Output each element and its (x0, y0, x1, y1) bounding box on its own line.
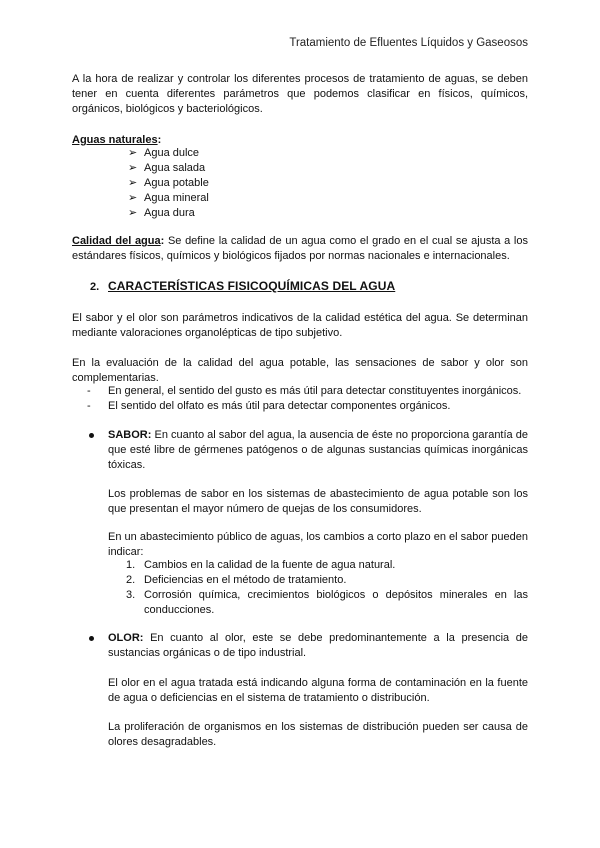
olor-paragraph-3: La proliferación de organismos en los sistemas de distribución pueden ser causa de olores desagradables. (108, 721, 528, 748)
natural-waters-colon: : (157, 134, 162, 146)
quality-colon: : (160, 235, 165, 247)
sabor-paragraph-2: Los problemas de sabor en los sistemas de abastecimiento de agua potable son los que presentan el mayor número de quejas de los consumidores. (108, 488, 528, 515)
dash-bullet: - (87, 400, 91, 412)
natural-waters-list (128, 146, 209, 221)
list-item (128, 206, 209, 221)
list-item (126, 573, 528, 588)
arrow-bullet-icon: ➢ (128, 162, 138, 174)
arrow-bullet-icon: ➢ (128, 147, 138, 159)
list-item-text: Agua salada (144, 162, 206, 174)
list-item-text: Agua dulce (144, 147, 200, 159)
olor-text: En cuanto al olor, este se debe predominantemente a la presencia de sustancias orgánicas o de tipo industrial. (108, 632, 528, 659)
list-item-text: Agua dura (144, 207, 195, 219)
list-item (126, 558, 528, 573)
intro-paragraph: A la hora de realizar y controlar los diferentes procesos de tratamiento de aguas, se deben tener en cuenta diferentes parámetros que podemos clasificar en físicos, químicos, orgánicos, biológicos y bacteriológicos. (72, 73, 528, 115)
list-item-text: El sentido del olfato es más útil para detectar componentes orgánicos. (108, 400, 451, 412)
list-number: 3. (126, 589, 136, 601)
quality-text: Se define la calidad de un agua como el grado en el cual se ajusta a los estándares físicos, químicos y biológicos fijados por normas nacionales e internacionales. (72, 235, 528, 262)
quality-paragraph (72, 234, 528, 264)
list-item (126, 588, 528, 618)
list-item-text: Agua mineral (144, 192, 209, 204)
natural-waters-label: Aguas naturales (72, 134, 158, 146)
olor-section (108, 631, 528, 661)
section-heading (90, 279, 395, 295)
list-item (128, 176, 209, 191)
arrow-bullet-icon: ➢ (128, 177, 138, 189)
dash-list (87, 384, 528, 414)
paragraph-taste-odor: El sabor y el olor son parámetros indicativos de la calidad estética del agua. Se determinan mediante valoraciones organolépticas de tipo subjetivo. (72, 312, 528, 339)
list-number: 1. (126, 559, 136, 571)
sabor-section (108, 428, 528, 473)
paragraph-evaluation: En la evaluación de la calidad del agua potable, las sensaciones de sabor y olor son complementarias. (72, 357, 528, 384)
arrow-bullet-icon: ➢ (128, 207, 138, 219)
olor-paragraph-2: El olor en el agua tratada está indicando alguna forma de contaminación en la fuente de agua o deficiencias en el sistema de tratamiento o distribución. (108, 677, 528, 704)
quality-label: Calidad del agua (72, 235, 161, 247)
sabor-paragraph (108, 428, 528, 473)
list-number: 2. (126, 574, 136, 586)
olor-label: OLOR: (108, 632, 144, 644)
dash-bullet: - (87, 385, 91, 397)
list-item-text: Cambios en la calidad de la fuente de agua natural. (144, 559, 396, 571)
list-item (87, 399, 528, 414)
olor-paragraph (108, 631, 528, 661)
section-title: CARACTERÍSTICAS FISICOQUÍMICAS DEL AGUA (108, 279, 396, 293)
list-item (128, 146, 209, 161)
bullet-dot-icon (89, 433, 94, 438)
list-item-text: En general, el sentido del gusto es más útil para detectar constituyentes inorgánicos. (108, 385, 522, 397)
list-item (128, 191, 209, 206)
list-item-text: Corrosión química, crecimientos biológicos o depósitos minerales en las conducciones. (144, 589, 528, 616)
sabor-label: SABOR: (108, 429, 152, 441)
section-number: 2. (90, 281, 100, 293)
running-header: Tratamiento de Efluentes Líquidos y Gaseosos (289, 37, 528, 49)
list-item-text: Deficiencias en el método de tratamiento. (144, 574, 347, 586)
sabor-text: En cuanto al sabor del agua, la ausencia de éste no proporciona garantía de que esté libre de gérmenes patógenos o de algunas sustancias químicas inorgánicas tóxicas. (108, 429, 528, 471)
list-item (128, 161, 209, 176)
list-item-text: Agua potable (144, 177, 209, 189)
arrow-bullet-icon: ➢ (128, 192, 138, 204)
sabor-paragraph-3: En un abastecimiento público de aguas, los cambios a corto plazo en el sabor pueden indicar: (108, 531, 528, 558)
list-item (87, 384, 528, 399)
bullet-dot-icon (89, 636, 94, 641)
numbered-list (126, 558, 528, 618)
